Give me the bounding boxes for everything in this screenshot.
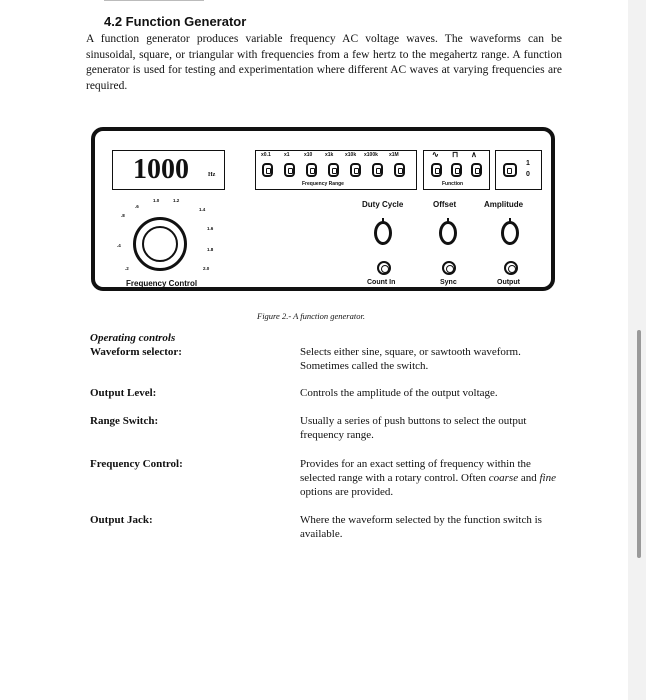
control-description: Selects either sine, square, or sawtooth waveform. Sometimes called the switch. [300, 346, 521, 372]
sine-wave-icon: ∿ [432, 150, 439, 159]
control-description: Usually a series of push buttons to select the output frequency range. [300, 415, 527, 441]
offset-label: Offset [433, 200, 457, 209]
control-label: Output Level: [90, 387, 157, 399]
count-in-label: Count In [367, 279, 396, 286]
power-off-label: 0 [526, 171, 530, 178]
count-in-jack[interactable] [377, 261, 391, 275]
dial-tick: .2 [125, 266, 129, 271]
control-description: Where the waveform selected by the function switch is available. [300, 514, 542, 540]
control-label: Waveform selector: [90, 346, 182, 358]
offset-knob[interactable] [439, 221, 457, 245]
function-button[interactable] [451, 163, 462, 177]
range-button[interactable] [306, 163, 317, 177]
dial-tick: 1.8 [207, 247, 214, 252]
power-switch-panel [495, 150, 542, 190]
duty-cycle-knob[interactable] [374, 221, 392, 245]
frequency-control-label: Frequency Control [126, 279, 198, 288]
operating-controls-heading: Operating controls [90, 332, 176, 344]
range-label: x0.1 [261, 152, 271, 158]
range-label: x100k [364, 152, 378, 158]
range-button[interactable] [350, 163, 361, 177]
range-button[interactable] [372, 163, 383, 177]
function-button[interactable] [471, 163, 482, 177]
range-label: x1k [325, 152, 334, 158]
sync-label: Sync [440, 279, 457, 286]
range-caption: Frequency Range [302, 181, 344, 187]
scrollbar[interactable] [637, 330, 641, 558]
section-title: 4.2 Function Generator [104, 14, 247, 29]
control-label: Range Switch: [90, 415, 159, 427]
square-wave-icon: ⊓ [452, 150, 459, 159]
duty-cycle-label: Duty Cycle [362, 200, 404, 209]
output-jack[interactable] [504, 261, 518, 275]
power-on-label: 1 [526, 160, 530, 167]
dial-tick: .8 [121, 213, 125, 218]
range-button[interactable] [394, 163, 405, 177]
triangle-wave-icon: ∧ [471, 150, 477, 159]
power-switch[interactable] [503, 163, 517, 177]
amplitude-knob[interactable] [501, 221, 519, 245]
range-button[interactable] [328, 163, 339, 177]
dial-tick: 1.6 [207, 226, 214, 231]
function-caption: Function [442, 181, 464, 187]
range-label: x1M [389, 152, 399, 158]
sync-jack[interactable] [442, 261, 456, 275]
range-label: x1 [284, 152, 290, 158]
dial-tick: .6 [135, 204, 139, 209]
control-description: Provides for an exact setting of frequency within the selected range with a rotary control. Often coarse and fine options are provided. [300, 458, 556, 498]
range-button[interactable] [262, 163, 273, 177]
dial-tick: 1.4 [199, 207, 206, 212]
function-button[interactable] [431, 163, 442, 177]
display-value: 1000 [133, 154, 189, 185]
dial-tick: 1.2 [173, 198, 180, 203]
figure-caption: Figure 2.- A function generator. [257, 311, 365, 321]
function-generator-figure [91, 127, 555, 291]
amplitude-label: Amplitude [484, 200, 524, 209]
display-unit: Hz [208, 172, 216, 178]
control-label: Frequency Control: [90, 458, 183, 470]
divider [104, 0, 204, 1]
range-label: x10k [345, 152, 357, 158]
dial-tick: 2.0 [203, 266, 210, 271]
function-panel [423, 150, 490, 190]
range-button[interactable] [284, 163, 295, 177]
dial-tick: .4 [117, 243, 121, 248]
control-label: Output Jack: [90, 514, 153, 526]
dial-tick: 1.0 [153, 198, 160, 203]
frequency-range-panel [255, 150, 417, 190]
frequency-dial[interactable] [133, 217, 187, 271]
frequency-display [112, 150, 225, 190]
range-label: x10 [304, 152, 313, 158]
intro-paragraph: A function generator produces variable frequency AC voltage waves. The waveforms can be sinusoidal, square, or triangular with frequencies from a few hertz to the megahertz range. A function generator is used for testing and experimentation where different AC waves at varying frequencies are required. [86, 33, 562, 92]
control-description: Controls the amplitude of the output voltage. [300, 387, 498, 399]
output-label: Output [497, 279, 520, 286]
